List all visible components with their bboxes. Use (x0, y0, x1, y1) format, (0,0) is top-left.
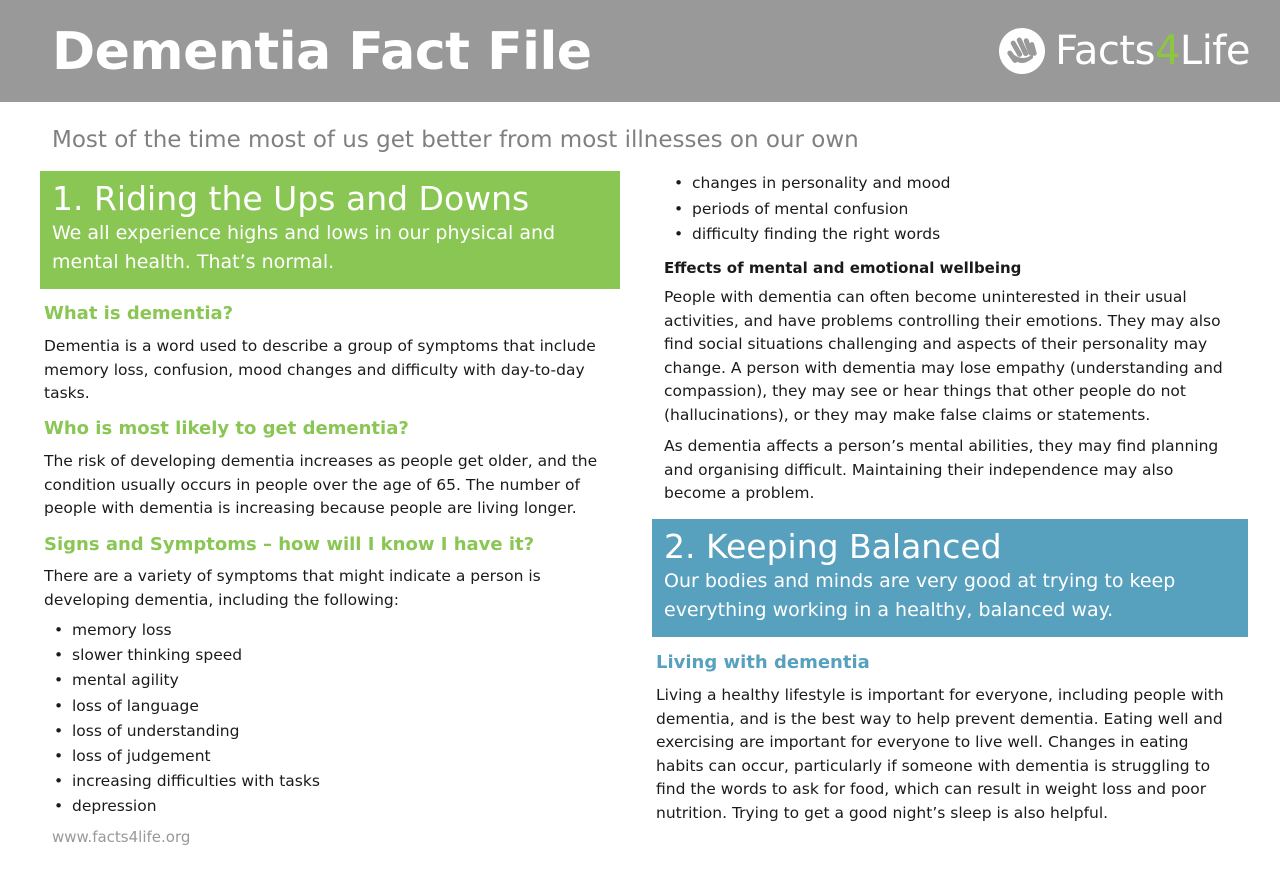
header-bar (0, 0, 1280, 102)
section-1-title: 1. Riding the Ups and Downs (52, 179, 530, 218)
who-text: The risk of developing dementia increases as people get older, and the condition usually occurs in people over the age of 65. The number of people with dementia is increasing because people are living longer. (44, 452, 598, 517)
list-item: • memory loss (46, 618, 320, 643)
living-heading: Living with dementia (656, 652, 870, 673)
effects-heading: Effects of mental and emotional wellbeing (664, 259, 1022, 277)
list-item: • difficulty finding the right words (666, 222, 951, 248)
list-item: • periods of mental confusion (666, 197, 951, 223)
list-item: • depression (46, 794, 320, 819)
section-2-banner (652, 519, 1248, 637)
tagline: Most of the time most of us get better from most illnesses on our own (52, 127, 859, 153)
brand-logo (999, 26, 1250, 76)
list-item: • loss of understanding (46, 719, 320, 744)
list-item: • mental agility (46, 668, 320, 693)
effects-text-2: As dementia affects a person’s mental abilities, they may find planning and organising difficult. Maintaining their independence may also become a problem. (664, 437, 1219, 502)
list-item: • loss of judgement (46, 744, 320, 769)
section-1-banner (40, 171, 620, 289)
who-heading: Who is most likely to get dementia? (44, 418, 409, 439)
effects-text-1: People with dementia can often become uninterested in their usual activities, and have problems controlling their emotions. They may also find social situations challenging and aspects of their personality may change. A person with dementia may lose empathy (understanding and compassion), they may see or hear things that other people do not (hallucinations), or they may make false claims or statements. (664, 288, 1223, 424)
page-title: Dementia Fact File (52, 22, 592, 82)
list-item: • increasing difficulties with tasks (46, 769, 320, 794)
list-item: • changes in personality and mood (666, 171, 951, 197)
symptoms-list-continued (666, 171, 951, 248)
section-2-subtitle: Our bodies and minds are very good at trying to keep everything working in a healthy, balanced way. (664, 570, 1176, 621)
symptoms-list (46, 618, 320, 820)
list-item: • loss of language (46, 694, 320, 719)
what-is-text: Dementia is a word used to describe a group of symptoms that include memory loss, confusion, mood changes and difficulty with day-to-day tasks. (44, 337, 596, 402)
website-link[interactable]: www.facts4life.org (52, 828, 191, 846)
section-1-subtitle: We all experience highs and lows in our physical and mental health. That’s normal. (52, 222, 556, 273)
signs-heading: Signs and Symptoms – how will I know I have it? (44, 534, 535, 555)
section-2-title: 2. Keeping Balanced (664, 527, 1002, 566)
brand-name: Facts4Life (1055, 28, 1250, 74)
what-is-heading: What is dementia? (44, 303, 234, 324)
signs-text: There are a variety of symptoms that might indicate a person is developing dementia, including the following: (44, 567, 541, 609)
list-item: • slower thinking speed (46, 643, 320, 668)
living-text: Living a healthy lifestyle is important for everyone, including people with dementia, and is the best way to help prevent dementia. Eating well and exercising are important for everyone to live well. Changes in eating habits can occur, particularly if someone with dementia is struggling to find the words to ask for food, which can result in weight loss and poor nutrition. Trying to get a good night’s sleep is also helpful. (656, 686, 1224, 822)
hand-icon (999, 28, 1045, 74)
